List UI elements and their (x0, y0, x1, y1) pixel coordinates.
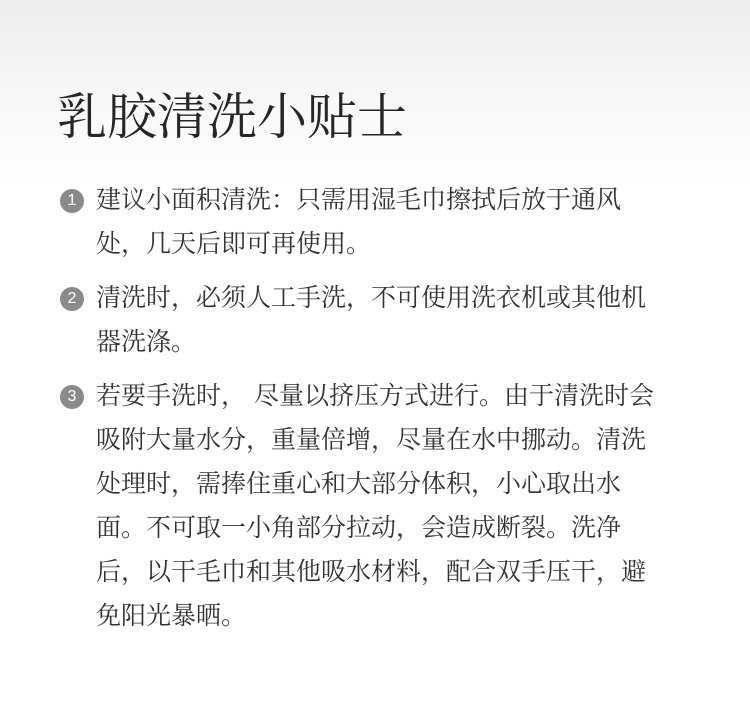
tip-text: 若要手洗时， 尽量以挤压方式进行。由于清洗时会吸附大量水分，重量倍增，尽量在水中挪动。清洗处理时，需捧住重心和大部分体积，小心取出水面。不可取一小角部分拉动，会造成断裂。洗净后，以干毛巾和其他吸水材料，配合双手压干，避免阳光暴晒。 (96, 381, 654, 630)
number-badge-icon: 1 (60, 189, 84, 213)
tip-item-1 (60, 178, 660, 266)
tip-text: 建议小面积清洗：只需用湿毛巾擦拭后放于通风处，几天后即可再使用。 (96, 185, 622, 258)
tips-list (60, 178, 660, 648)
tip-text: 清洗时，必须人工手洗，不可使用洗衣机或其他机器洗涤。 (96, 283, 647, 356)
tip-item-3 (60, 374, 660, 638)
page-title: 乳胶清洗小贴士 (57, 88, 407, 146)
number-badge-icon: 3 (60, 385, 84, 409)
tip-item-2 (60, 276, 660, 364)
number-badge-icon: 2 (60, 287, 84, 311)
